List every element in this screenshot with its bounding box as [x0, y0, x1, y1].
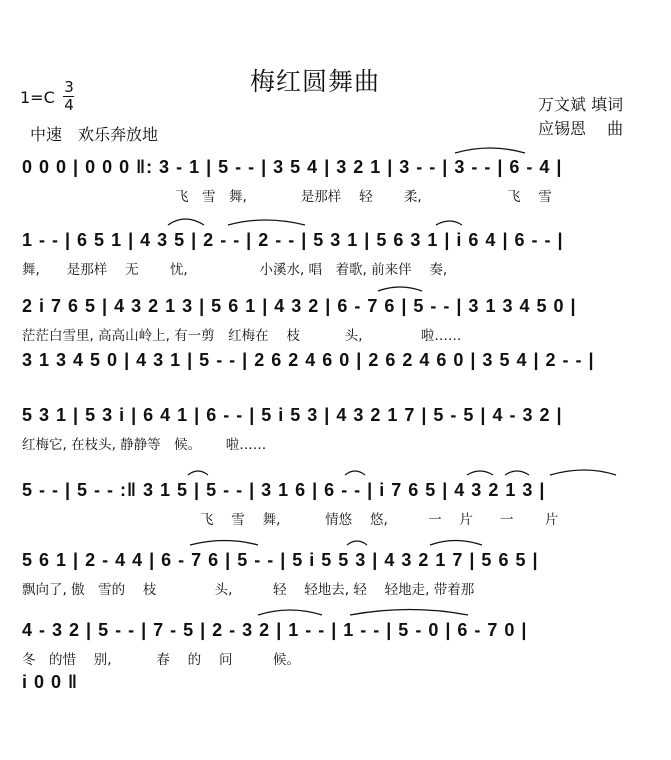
system-8-lyrics: 冬 的惜 别, 春 的 问 候。	[22, 652, 300, 668]
system-6-notes: 5 - - | 5 - - :‖ 3 1 5 | 5 - - | 3 1 6 | 6 - - | i 7 6 5 | 4 3 2 1 3 |	[22, 480, 546, 500]
system-7-lyrics: 飘向了, 傲 雪的 枝 头, 轻 轻地去, 轻 轻地走, 带着那	[22, 582, 475, 598]
system-2-lyrics: 舞, 是那样 无 忧, 小溪水, 唱 着歌, 前来伴 奏,	[22, 262, 448, 278]
lyricist-credit: 万文斌 填词	[538, 95, 624, 114]
system-8-notes: 4 - 3 2 | 5 - - | 7 - 5 | 2 - 3 2 | 1 - - | 1 - - | 5 - 0 | 6 - 7 0 |	[22, 620, 528, 640]
tempo-marking: 中速 欢乐奔放地	[30, 125, 159, 144]
system-3-notes: 2 i 7 6 5 | 4 3 2 1 3 | 5 6 1 | 4 3 2 | 6 - 7 6 | 5 - - | 3 1 3 4 5 0 |	[22, 296, 577, 316]
page-title: 梅红圆舞曲	[250, 67, 381, 96]
slur-arc	[550, 470, 616, 475]
system-2-notes: 1 - - | 6 5 1 | 4 3 5 | 2 - - | 2 - - | 5 3 1 | 5 6 3 1 | i 6 4 | 6 - - |	[22, 230, 564, 250]
composer-credit: 应锡恩 曲	[538, 119, 624, 138]
system-6-lyrics: 飞 雪 舞, 情悠 悠, 一 片 一 片	[200, 512, 559, 528]
slur-arc	[190, 541, 258, 546]
slur-arc	[467, 471, 493, 475]
system-5-lyrics: 红梅它, 在枝头, 静静等 候。 啦……	[22, 437, 267, 453]
slur-arc	[436, 221, 462, 225]
slur-arc	[430, 541, 482, 546]
slur-arc	[347, 541, 367, 545]
system-1-notes: 0 0 0 | 0 0 0 ‖: 3 - 1 | 5 - - | 3 5 4 | 3 2 1 | 3 - - | 3 - - | 6 - 4 |	[22, 157, 563, 177]
tie-arc	[350, 610, 468, 616]
slur-arc	[505, 471, 529, 475]
key-signature: 1=C	[20, 88, 55, 107]
slur-arc	[168, 219, 204, 225]
time-sig-top: 3	[64, 78, 74, 96]
system-5-notes: 5 3 1 | 5 3 i | 6 4 1 | 6 - - | 5 i 5 3 | 4 3 2 1 7 | 5 - 5 | 4 - 3 2 |	[22, 405, 563, 425]
slur-arc	[258, 610, 322, 615]
slur-arc	[188, 471, 208, 475]
time-sig-bottom: 4	[64, 96, 74, 114]
system-1-lyrics: 飞 雪 舞, 是那样 轻 柔, 飞 雪	[175, 189, 552, 205]
tie-arc	[228, 220, 305, 225]
system-3-lyrics: 茫茫白雪里, 高高山岭上, 有一剪 红梅在 枝 头, 啦……	[22, 328, 462, 344]
slur-arc	[378, 287, 422, 291]
system-4-notes: 3 1 3 4 5 0 | 4 3 1 | 5 - - | 2 6 2 4 6 0 | 2 6 2 4 6 0 | 3 5 4 | 2 - - |	[22, 350, 595, 370]
system-9-notes: i 0 0 ‖	[22, 672, 78, 692]
slur-arc	[345, 471, 365, 475]
tie-arc	[455, 148, 525, 153]
system-7-notes: 5 6 1 | 2 - 4 4 | 6 - 7 6 | 5 - - | 5 i 5 5 3 | 4 3 2 1 7 | 5 6 5 |	[22, 550, 539, 570]
